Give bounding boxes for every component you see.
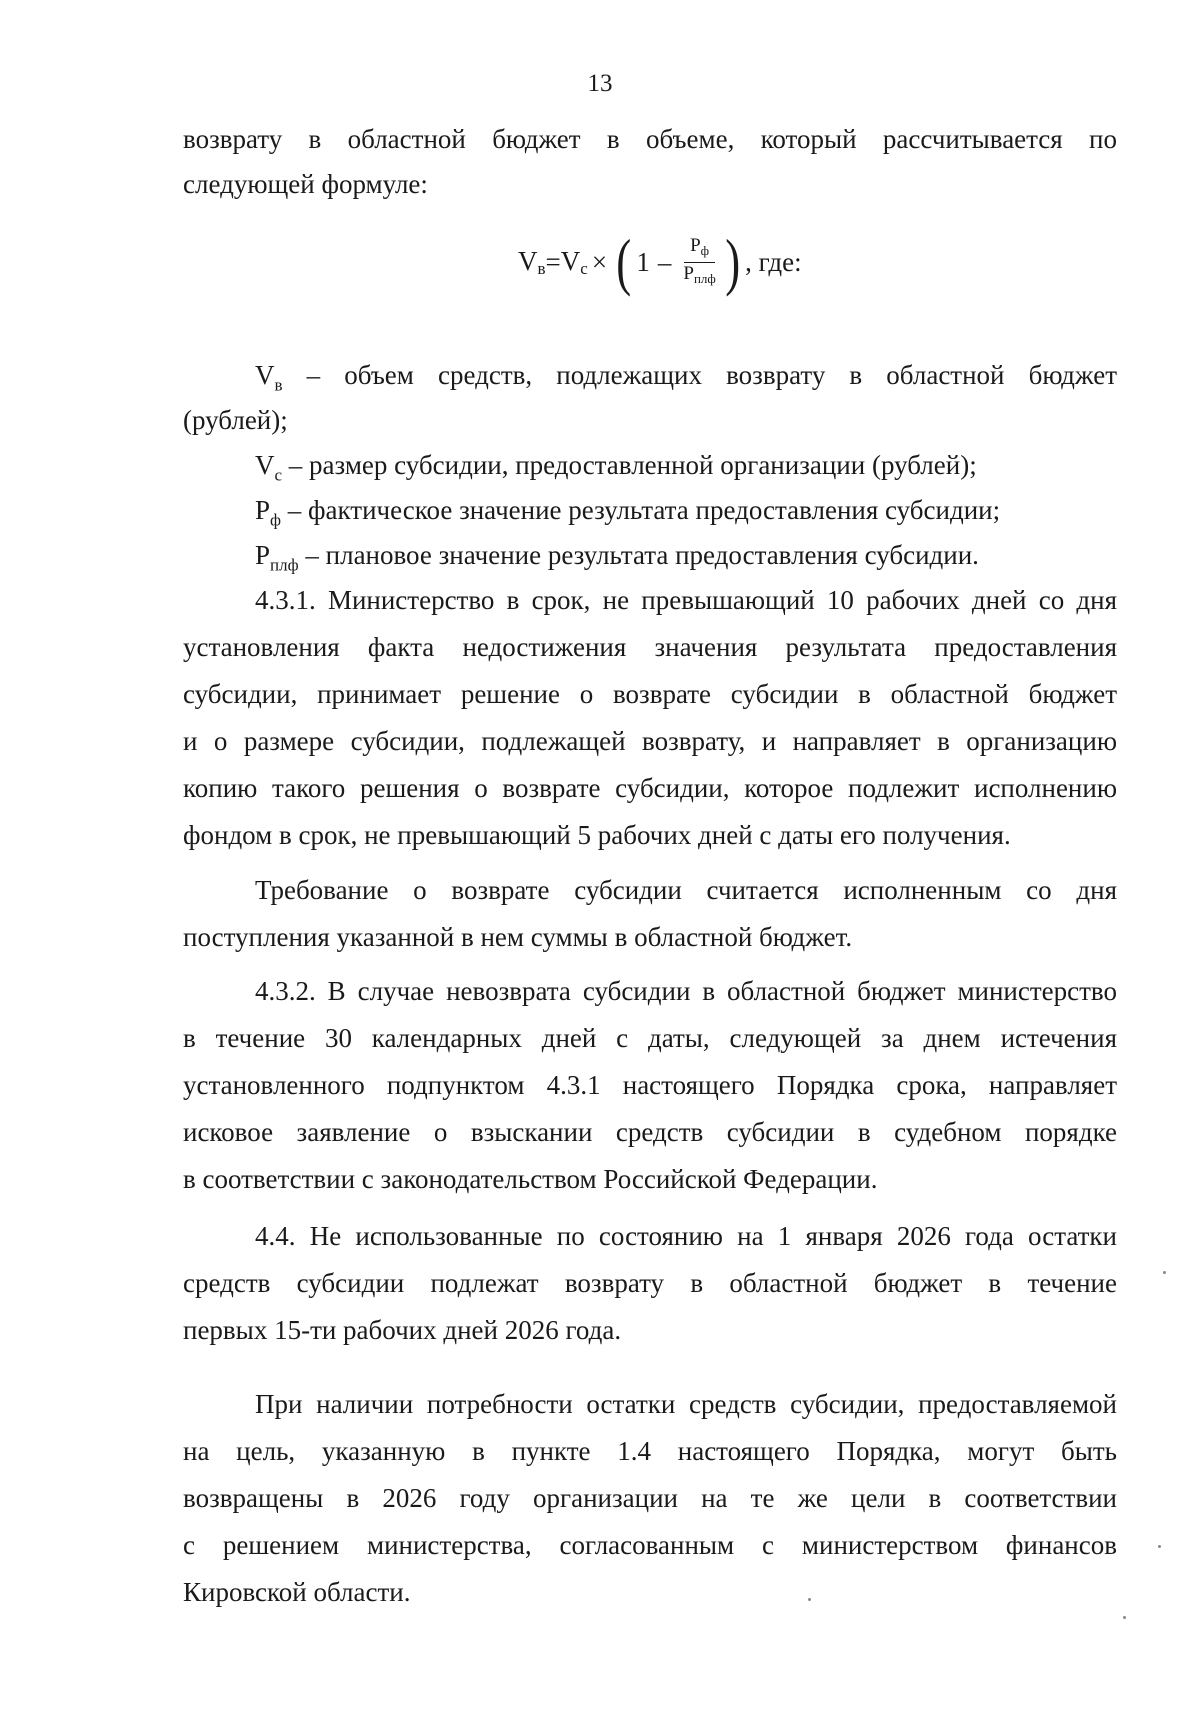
formula-open-paren: (	[616, 226, 632, 297]
para-431-line: и о размере субсидии, подлежащей возврату, и направляет в организацию	[183, 726, 1117, 756]
para-431-line: субсидии, принимает решение о возврате субсидии в областной бюджет	[183, 679, 1117, 709]
scan-speck	[1158, 1545, 1161, 1548]
para-432-line: исковое заявление о взыскании средств субсидии в судебном порядке	[183, 1117, 1117, 1147]
para-432-line: установленного подпунктом 4.3.1 настоящего Порядка срока, направляет	[183, 1070, 1117, 1100]
para-need-line: При наличии потребности остатки средств субсидии, предоставляемой	[255, 1389, 1117, 1419]
para-432-line: в соответствии с законодательством Российской Федерации.	[183, 1164, 878, 1194]
para-431-line: фондом в срок, не превышающий 5 рабочих дней с даты его получения.	[183, 820, 1011, 850]
fraction-denominator: $Р_{плф}$	[683, 262, 716, 286]
formula-one: 1	[636, 246, 650, 277]
para-431-line: 4.3.1. Министерство в срок, не превышающий 10 рабочих дней со дня	[255, 585, 1117, 615]
formula-vc: $V_с$	[560, 245, 588, 278]
scan-speck	[808, 1598, 811, 1601]
para-need-line: с решением министерства, согласованным с министерством финансов	[183, 1530, 1117, 1560]
return-formula	[518, 226, 802, 297]
para-432-line: 4.3.2. В случае невозврата субсидии в областной бюджет министерство	[255, 976, 1117, 1006]
def-vb-line-2: (рублей);	[183, 405, 288, 435]
scan-speck	[1163, 1271, 1166, 1274]
page-number: 13	[587, 70, 613, 97]
def-vb-line-1: $V_в$ – объем средств, подлежащих возврату в областной бюджет	[255, 360, 1117, 395]
intro-line-1: возврату в областной бюджет в объеме, который рассчитывается по	[183, 124, 1117, 154]
formula-equals: =	[545, 246, 561, 277]
formula-lhs: $V_в$	[518, 245, 546, 278]
scan-speck	[1123, 1616, 1126, 1619]
para-44-line: 4.4. Не использованные по состоянию на 1 января 2026 года остатки	[255, 1221, 1117, 1251]
def-pplf: $Р_{плф}$ – плановое значение результата предоставления субсидии.	[255, 540, 979, 575]
formula-suffix: , где:	[745, 246, 802, 277]
para-requirement-line: Требование о возврате субсидии считается исполненным со дня	[255, 875, 1117, 905]
para-need-line: на цель, указанную в пункте 1.4 настоящего Порядка, могут быть	[183, 1436, 1117, 1466]
para-44-line: первых 15-ти рабочих дней 2026 года.	[183, 1315, 622, 1345]
para-431-line: установления факта недостижения значения результата предоставления	[183, 632, 1117, 662]
intro-line-2: следующей формуле:	[183, 169, 428, 199]
def-pf: $Р_ф$ – фактическое значение результата предоставления субсидии;	[255, 495, 1001, 530]
para-44-line: средств субсидии подлежат возврату в областной бюджет в течение	[183, 1268, 1117, 1298]
formula-minus: –	[657, 246, 672, 277]
formula-times: ×	[591, 246, 608, 277]
def-vc: $V_с$ – размер субсидии, предоставленной организации (рублей);	[255, 450, 977, 485]
fraction-numerator: $Р_ф$	[684, 235, 715, 263]
para-need-line: Кировской области.	[183, 1577, 411, 1607]
para-need-line: возвращены в 2026 году организации на те же цели в соответствии	[183, 1483, 1117, 1513]
para-431-line: копию такого решения о возврате субсидии, которое подлежит исполнению	[183, 773, 1117, 803]
para-432-line: в течение 30 календарных дней с даты, следующей за днем истечения	[183, 1023, 1117, 1053]
formula-fraction	[683, 235, 715, 290]
formula-close-paren: )	[725, 226, 740, 297]
para-requirement-line: поступления указанной в нем суммы в областной бюджет.	[183, 922, 853, 952]
